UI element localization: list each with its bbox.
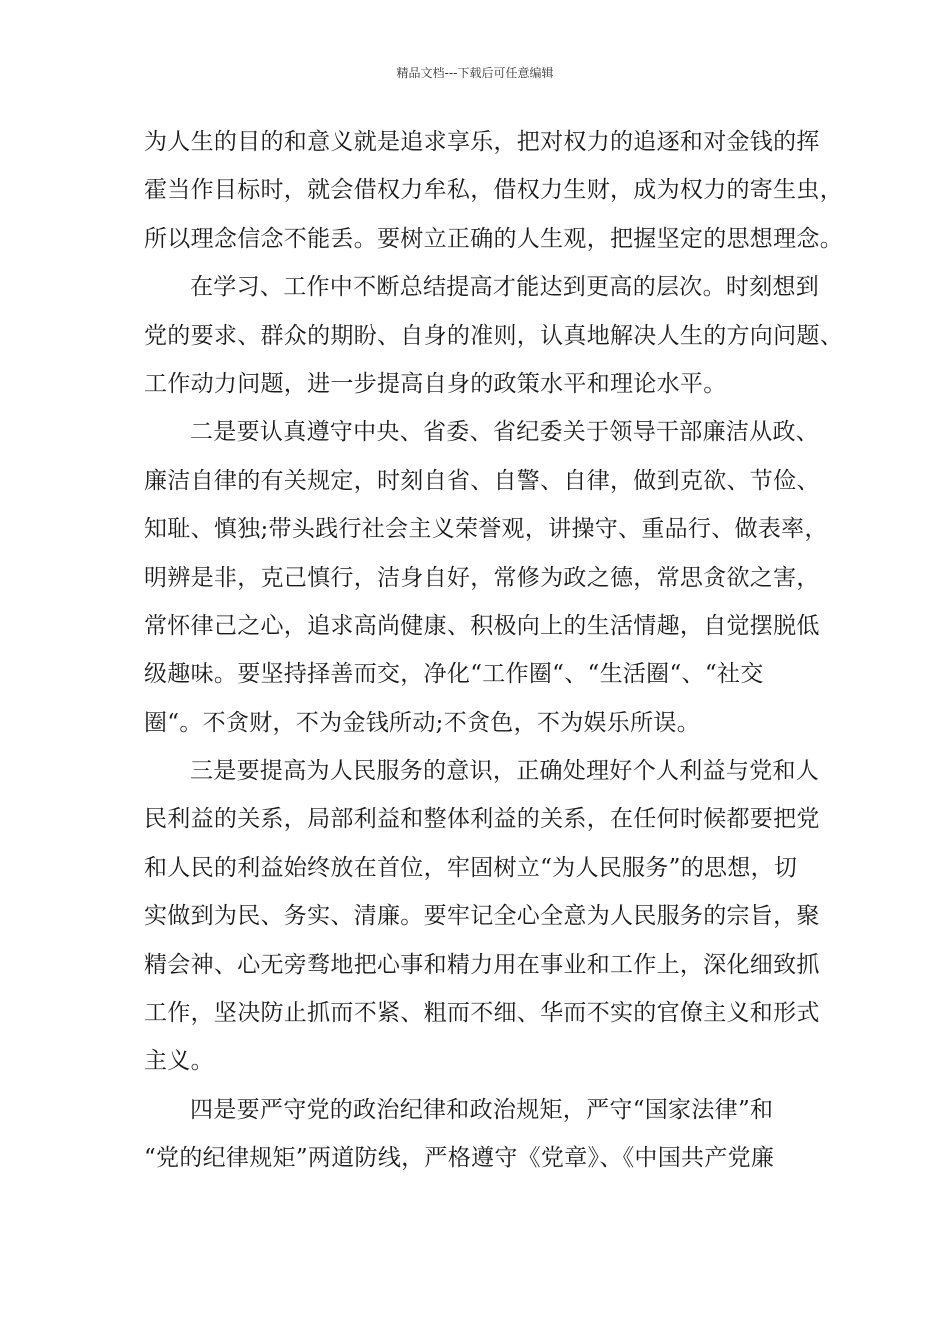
text-line: 为人生的目的和意义就是追求享乐，把对权力的追逐和对金钱的挥 bbox=[144, 129, 820, 155]
text-line: 民利益的关系，局部利益和整体利益的关系，在任何时候都要把党 bbox=[144, 806, 820, 833]
text-line: 工作动力问题，进一步提高自身的政策水平和理论水平。 bbox=[144, 370, 727, 397]
text-line: 主义。 bbox=[144, 1048, 214, 1075]
text-line: 和人民的利益始终放在首位，牢固树立“为人民服务”的思想，切 bbox=[144, 854, 798, 881]
text-line: 工作，坚决防止抓而不紧、粗而不细、华而不实的官僚主义和形式 bbox=[144, 1000, 820, 1027]
text-line: “党的纪律规矩”两道防线，严格遵守《党章》、《中国共产党廉 bbox=[144, 1145, 775, 1172]
text-line: 实做到为民、务实、清廉。要牢记全心全意为人民服务的宗旨，聚 bbox=[144, 903, 820, 930]
paragraph-first-line: 四是要严守党的政治纪律和政治规矩，严守“国家法律”和 bbox=[190, 1096, 774, 1123]
text-line: 级趣味。要坚持择善而交，净化“工作圈“、“生活圈“、“社交 bbox=[144, 661, 764, 688]
page-header: 精品文档---下载后可任意编辑 bbox=[396, 66, 554, 80]
text-line: 霍当作目标时，就会借权力牟私，借权力生财，成为权力的寄生虫， bbox=[144, 177, 843, 204]
text-line: 精会神、心无旁骛地把心事和精力用在事业和工作上，深化细致抓 bbox=[144, 951, 820, 978]
document-body bbox=[144, 129, 843, 1194]
paragraph-first-line: 三是要提高为人民服务的意识，正确处理好个人利益与党和人 bbox=[190, 758, 820, 785]
text-line: 廉洁自律的有关规定，时刻自省、自警、自律，做到克欲、节俭、 bbox=[144, 467, 820, 494]
text-line: 常怀律己之心，追求高尚健康、积极向上的生活情趣，自觉摆脱低 bbox=[144, 612, 820, 639]
text-line: 所以理念信念不能丢。要树立正确的人生观，把握坚定的思想理念。 bbox=[144, 225, 843, 252]
text-line: 明辨是非，克己慎行，洁身自好，常修为政之德，常思贪欲之害， bbox=[144, 564, 820, 591]
text-line: 党的要求、群众的期盼、自身的准则，认真地解决人生的方向问题、 bbox=[144, 322, 843, 349]
text-line: 知耻、慎独;带头践行社会主义荣誉观，讲操守、重品行、做表率， bbox=[144, 516, 828, 543]
text-line: 圈“。不贪财，不为金钱所动;不贪色，不为娱乐所误。 bbox=[144, 709, 701, 736]
paragraph-first-line: 二是要认真遵守中央、省委、省纪委关于领导干部廉洁从政、 bbox=[190, 419, 820, 446]
paragraph-first-line: 在学习、工作中不断总结提高才能达到更高的层次。时刻想到 bbox=[190, 274, 820, 301]
